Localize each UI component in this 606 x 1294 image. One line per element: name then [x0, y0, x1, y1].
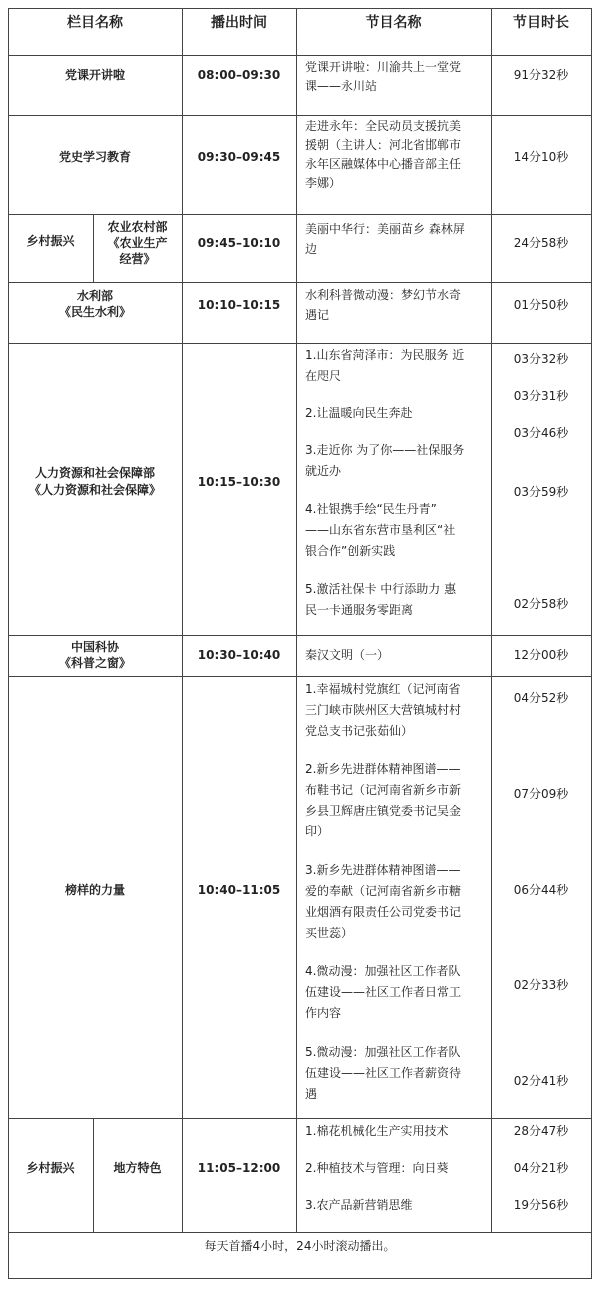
row-name: 党课开讲啦 [64, 68, 125, 82]
row-duration: 12分00秒 [513, 648, 569, 662]
row-time: 08:00–09:30 [197, 68, 281, 82]
header-col-program: 节目名称 [365, 15, 422, 31]
row-name: 水利部 [76, 289, 113, 303]
program-line: 美丽中华行：美丽苗乡 森林屏 [305, 222, 465, 236]
item-duration: 07分09秒 [513, 787, 569, 801]
grid-line [8, 676, 592, 677]
grid-line [8, 1118, 592, 1119]
row-name-main: 乡村振兴 [26, 1161, 75, 1175]
grid-line [8, 282, 592, 283]
program-line: 就近办 [305, 464, 342, 478]
row-name: 中国科协 [70, 640, 119, 654]
row-time: 10:10–10:15 [197, 298, 281, 312]
program-line: 布鞋书记（记河南省新乡市新 [305, 783, 462, 797]
program-line: 银合作”创新实践 [305, 544, 396, 558]
row-duration: 14分10秒 [513, 150, 569, 164]
grid-line [8, 1232, 592, 1233]
row-name-sub: 地方特色 [113, 1161, 162, 1175]
grid-line [8, 343, 592, 344]
row-name: 榜样的力量 [64, 883, 125, 897]
program-line: 遇记 [305, 308, 330, 322]
row-time: 10:15–10:30 [197, 475, 281, 489]
program-line: 永年区融媒体中心播音部主任 [305, 157, 462, 171]
item-duration: 03分31秒 [513, 389, 569, 403]
program-line: ——山东省东营市垦利区“社 [305, 523, 456, 537]
program-line: 伍建设——社区工作者日常工 [305, 985, 462, 999]
grid-line [8, 1278, 592, 1279]
grid-line [591, 8, 592, 1279]
item-duration: 02分33秒 [513, 978, 569, 992]
program-line: 课——永川站 [305, 79, 378, 93]
item-duration: 02分41秒 [513, 1074, 569, 1088]
program-line: 2.种植技术与管理：向日葵 [305, 1161, 449, 1175]
row-time: 09:30–09:45 [197, 150, 281, 164]
program-line: 1.棉花机械化生产实用技术 [305, 1124, 449, 1138]
row-duration: 91分32秒 [513, 68, 569, 82]
row-name: 党史学习教育 [58, 150, 131, 164]
item-duration: 19分56秒 [513, 1198, 569, 1212]
program-line: 3.走近你 为了你——社保服务 [305, 443, 465, 457]
item-duration: 06分44秒 [513, 883, 569, 897]
grid-line [8, 8, 592, 9]
program-line: 边 [305, 242, 318, 256]
row-duration: 01分50秒 [513, 298, 569, 312]
row-time: 09:45–10:10 [197, 236, 281, 250]
grid-line [8, 115, 592, 116]
program-line: 援朝（主讲人：河北省邯郸市 [305, 138, 462, 152]
row-name: 《人力资源和社会保障》 [28, 483, 161, 497]
row-name: 《科普之窗》 [58, 656, 131, 670]
program-line: 5.微动漫：加强社区工作者队 [305, 1045, 461, 1059]
row-name: 《民生水利》 [58, 305, 131, 319]
item-duration: 02分58秒 [513, 597, 569, 611]
program-line: 党总支书记张茹仙） [305, 724, 414, 738]
row-name: 人力资源和社会保障部 [34, 466, 155, 480]
program-line: 李娜） [305, 176, 342, 190]
program-line: 三门峡市陕州区大营镇城村村 [305, 703, 462, 717]
program-line: 2.让温暖向民生奔赴 [305, 406, 413, 420]
program-line: 5.激活社保卡 中行添助力 惠 [305, 582, 457, 596]
program-line: 3.新乡先进群体精神图谱—— [305, 863, 461, 877]
program-line: 走进永年：全民动员支援抗美 [305, 119, 462, 133]
program-line: 印） [305, 824, 330, 838]
program-line: 作内容 [305, 1006, 342, 1020]
program-line: 3.农产品新营销思维 [305, 1198, 413, 1212]
item-duration: 03分46秒 [513, 426, 569, 440]
row-duration: 24分58秒 [513, 236, 569, 250]
program-line: 乡县卫辉唐庄镇党委书记吴金 [305, 804, 462, 818]
footer-note: 每天首播4小时，24小时滚动播出。 [204, 1239, 396, 1253]
item-duration: 04分21秒 [513, 1161, 569, 1175]
row-name-sub: 农业农村部 [107, 220, 168, 234]
item-duration: 03分59秒 [513, 485, 569, 499]
header-col-name: 栏目名称 [67, 15, 123, 31]
program-line: 水利科普微动漫：梦幻节水奇 [305, 288, 462, 302]
header-col-time: 播出时间 [211, 15, 267, 31]
program-line: 秦汉文明（一） [305, 648, 390, 662]
grid-line [182, 8, 183, 1232]
item-duration: 28分47秒 [513, 1124, 569, 1138]
grid-line [8, 55, 592, 56]
program-line: 4.微动漫：加强社区工作者队 [305, 964, 461, 978]
program-line: 遇 [305, 1087, 318, 1101]
item-duration: 04分52秒 [513, 691, 569, 705]
program-line: 在咫尺 [305, 369, 342, 383]
row-name-main: 乡村振兴 [26, 234, 75, 248]
program-line: 买世蕊） [305, 926, 354, 940]
item-duration: 03分32秒 [513, 352, 569, 366]
program-line: 爱的奉献（记河南省新乡市糖 [305, 884, 462, 898]
grid-line [8, 214, 592, 215]
row-time: 10:30–10:40 [197, 648, 281, 662]
program-line: 民一卡通服务零距离 [305, 603, 414, 617]
program-line: 业烟酒有限责任公司党委书记 [305, 905, 462, 919]
grid-line [296, 8, 297, 1232]
program-line: 4.社银携手绘“民生丹青” [305, 502, 437, 516]
row-time: 10:40–11:05 [197, 883, 281, 897]
grid-line [491, 8, 492, 1232]
program-line: 伍建设——社区工作者薪资待 [305, 1066, 462, 1080]
program-line: 2.新乡先进群体精神图谱—— [305, 762, 461, 776]
grid-line [8, 635, 592, 636]
program-line: 1.山东省菏泽市：为民服务 近 [305, 348, 465, 362]
row-name-sub: 《农业生产 [107, 236, 168, 250]
program-line: 1.幸福城村党旗红（记河南省 [305, 682, 461, 696]
program-line: 党课开讲啦：川渝共上一堂党 [305, 60, 462, 74]
row-time: 11:05–12:00 [197, 1161, 281, 1175]
row-name-sub: 经营》 [119, 252, 156, 266]
header-col-duration: 节目时长 [513, 15, 569, 31]
